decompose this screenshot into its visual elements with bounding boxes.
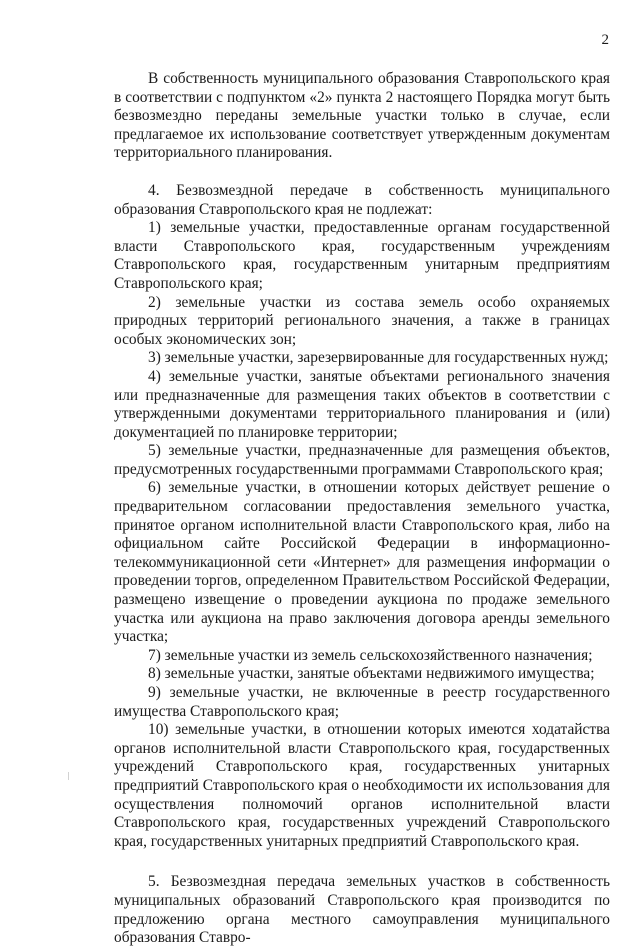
intro-paragraph: В собственность муниципального образования Ставропольского края в соответствии с подпунктом «2» пункта 2 настоящего Порядка могут быть безвозмездно переданы земельные участки только в случае, если предлагаемое их использование соответствует утвержденным документам территориального планирования. — [114, 70, 610, 162]
section-4-item-6: 6) земельные участки, в отношении которых действует решение о предварительном согласовании предоставления земельного участка, принятое органом исполнительной власти Ставропольского края, либо на официальном сайте Российской Федерации в информационно-телекоммуникационной сети «Интернет» для размещения информации о проведении торгов, определенном Правительством Российской Федерации, размещено извещение о проведении аукциона по продаже земельного участка или аукциона на право заключения договора аренды земельного участка; — [114, 479, 610, 646]
section-4 — [114, 182, 610, 851]
section-4-item-5: 5) земельные участки, предназначенные для размещения объектов, предусмотренных государственными программами Ставропольского края; — [114, 442, 610, 478]
section-4-heading: 4. Безвозмездной передаче в собственность муниципального образования Ставропольского края не подлежат: — [114, 181, 610, 218]
section-4-item-1: 1) земельные участки, предоставленные органам государственной власти Ставропольского края, государственным учреждениям Ставропольского края, государственным унитарным предприятиям Ставропольского края; — [114, 219, 610, 292]
section-4-item-9: 9) земельные участки, не включенные в реестр государственного имущества Ставропольского края; — [114, 684, 610, 720]
section-4-item-3: 3) земельные участки, зарезервированные для государственных нужд; — [148, 349, 609, 367]
section-4-item-10: 10) земельные участки, в отношении которых имеются ходатайства органов исполнительной власти Ставропольского края, государственных учреждений Ставропольского края, государственных унитарных предприятий Ставропольского края о необходимости их использования для осуществления полномочий органов исполнительной власти Ставропольского края, государственных учреждений Ставропольского края, государственных унитарных предприятий Ставропольского края. — [114, 721, 610, 850]
scan-mark — [68, 772, 69, 780]
section-4-item-8: 8) земельные участки, занятые объектами недвижимого имущества; — [148, 665, 595, 683]
document-body — [114, 70, 610, 948]
section-4-item-4: 4) земельные участки, занятые объектами регионального значения или предназначенные для размещения таких объектов в соответствии с утвержденными документами территориального планирования и (или) документацией по планировке территории; — [114, 367, 610, 441]
section-4-item-7: 7) земельные участки из земель сельскохозяйственного назначения; — [148, 646, 593, 664]
section-5 — [114, 873, 610, 947]
section-5-text: 5. Безвозмездная передача земельных участков в собственность муниципальных образований Ставропольского края производится по предложению органа местного самоуправления муниципального образования Ставро- — [114, 873, 610, 947]
page-number: 2 — [601, 32, 609, 48]
section-4-item-2: 2) земельные участки из состава земель особо охраняемых природных территорий регионального значения, а также в границах особых экономических зон; — [114, 293, 610, 348]
